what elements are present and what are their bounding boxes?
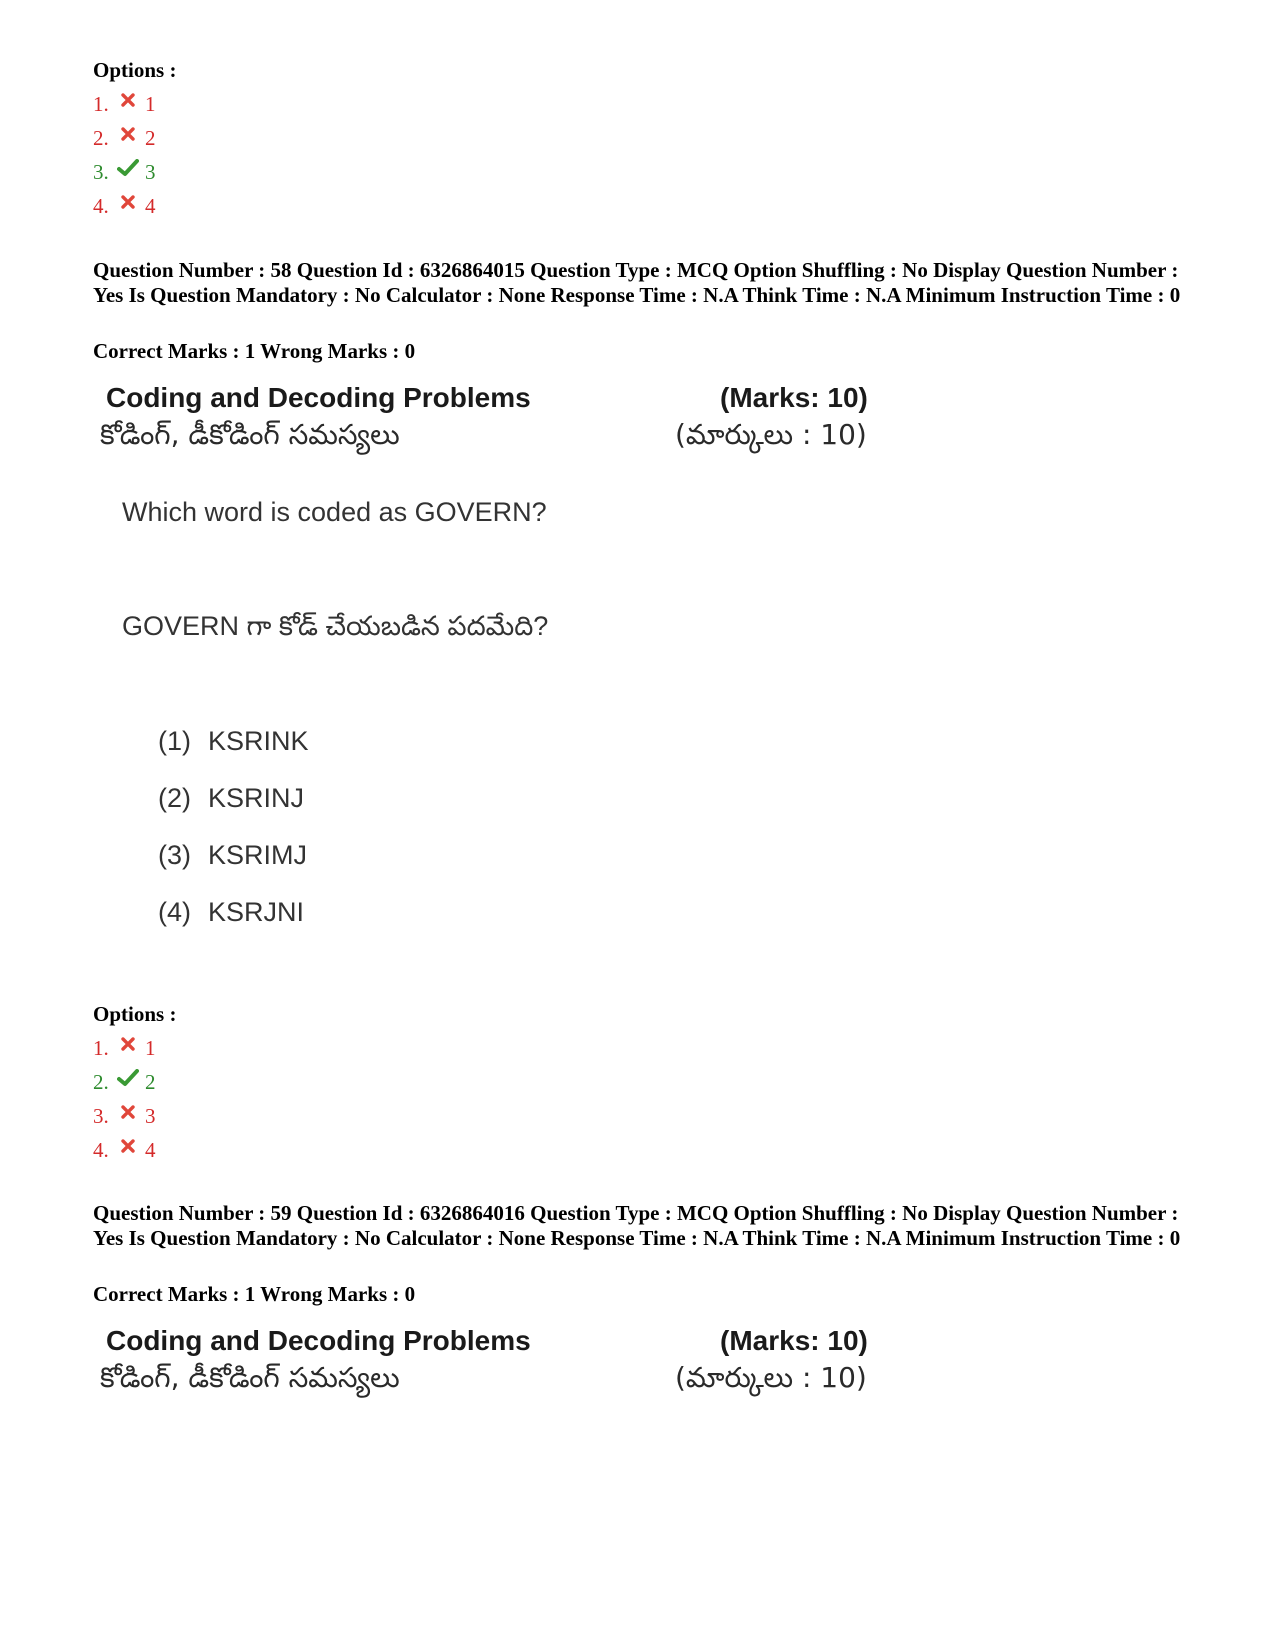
option-value: 4 xyxy=(145,194,156,218)
option-number: 4. xyxy=(93,1138,109,1162)
option-number: 1. xyxy=(93,1036,109,1060)
option-4 xyxy=(93,194,156,219)
option-number: 2. xyxy=(93,126,109,150)
option-4 xyxy=(93,1138,156,1163)
option-value: 1 xyxy=(145,1036,156,1060)
answer-choice xyxy=(158,840,307,871)
answer-number: (4) xyxy=(158,897,191,927)
question-59-marks: Correct Marks : 1 Wrong Marks : 0 xyxy=(93,1282,416,1306)
answer-number: (3) xyxy=(158,840,191,870)
option-value: 1 xyxy=(145,92,156,116)
question-text-english: Which word is coded as GOVERN? xyxy=(122,497,547,527)
option-3 xyxy=(93,160,156,185)
section-title: Coding and Decoding Problems xyxy=(106,1325,531,1356)
answer-text: KSRIMJ xyxy=(208,840,308,870)
answer-choice xyxy=(158,726,309,757)
option-value: 3 xyxy=(145,160,156,184)
section-marks: (Marks: 10) xyxy=(720,1325,868,1356)
option-2 xyxy=(93,1070,156,1095)
option-3 xyxy=(93,1104,156,1129)
option-1 xyxy=(93,1036,156,1061)
option-number: 4. xyxy=(93,194,109,218)
answer-number: (2) xyxy=(158,783,191,813)
cross-icon xyxy=(117,123,139,145)
question-text-telugu: GOVERN గా కోడ్ చేయబడిన పదమేది? xyxy=(122,611,549,641)
options-heading: Options : xyxy=(93,58,177,82)
option-number: 2. xyxy=(93,1070,109,1094)
check-icon xyxy=(117,1067,139,1089)
option-value: 4 xyxy=(145,1138,156,1162)
cross-icon xyxy=(117,1033,139,1055)
options-heading: Options : xyxy=(93,1002,177,1026)
answer-number: (1) xyxy=(158,726,191,756)
section-title-telugu: కోడింగ్, డీకోడింగ్ సమస్యలు xyxy=(100,418,400,451)
check-icon xyxy=(117,157,139,179)
option-value: 2 xyxy=(145,1070,156,1094)
question-59-meta: Question Number : 59 Question Id : 6326864016 Question Type : MCQ Option Shuffling : No Display Question Number : Yes Is Question Mandatory : No Calculator : None Response Time : N.A Think Time : N.A Minimum Instruction Time : 0 xyxy=(93,1201,1181,1250)
option-number: 1. xyxy=(93,92,109,116)
cross-icon xyxy=(117,1101,139,1123)
answer-choice xyxy=(158,897,304,928)
question-58-marks: Correct Marks : 1 Wrong Marks : 0 xyxy=(93,339,416,363)
option-number: 3. xyxy=(93,160,109,184)
option-2 xyxy=(93,126,156,151)
section-marks-telugu: (మార్కులు : 10) xyxy=(675,1361,867,1394)
question-58-meta: Question Number : 58 Question Id : 6326864015 Question Type : MCQ Option Shuffling : No Display Question Number : Yes Is Question Mandatory : No Calculator : None Response Time : N.A Think Time : N.A Minimum Instruction Time : 0 xyxy=(93,258,1181,307)
cross-icon xyxy=(117,89,139,111)
cross-icon xyxy=(117,1135,139,1157)
option-value: 3 xyxy=(145,1104,156,1128)
answer-text: KSRINJ xyxy=(208,783,305,813)
answer-text: KSRINK xyxy=(208,726,309,756)
section-title-telugu: కోడింగ్, డీకోడింగ్ సమస్యలు xyxy=(100,1361,400,1394)
option-value: 2 xyxy=(145,126,156,150)
option-1 xyxy=(93,92,156,117)
section-marks: (Marks: 10) xyxy=(720,382,868,413)
section-title: Coding and Decoding Problems xyxy=(106,382,531,413)
answer-text: KSRJNI xyxy=(208,897,305,927)
section-marks-telugu: (మార్కులు : 10) xyxy=(675,418,867,451)
option-number: 3. xyxy=(93,1104,109,1128)
cross-icon xyxy=(117,191,139,213)
answer-choice xyxy=(158,783,304,814)
